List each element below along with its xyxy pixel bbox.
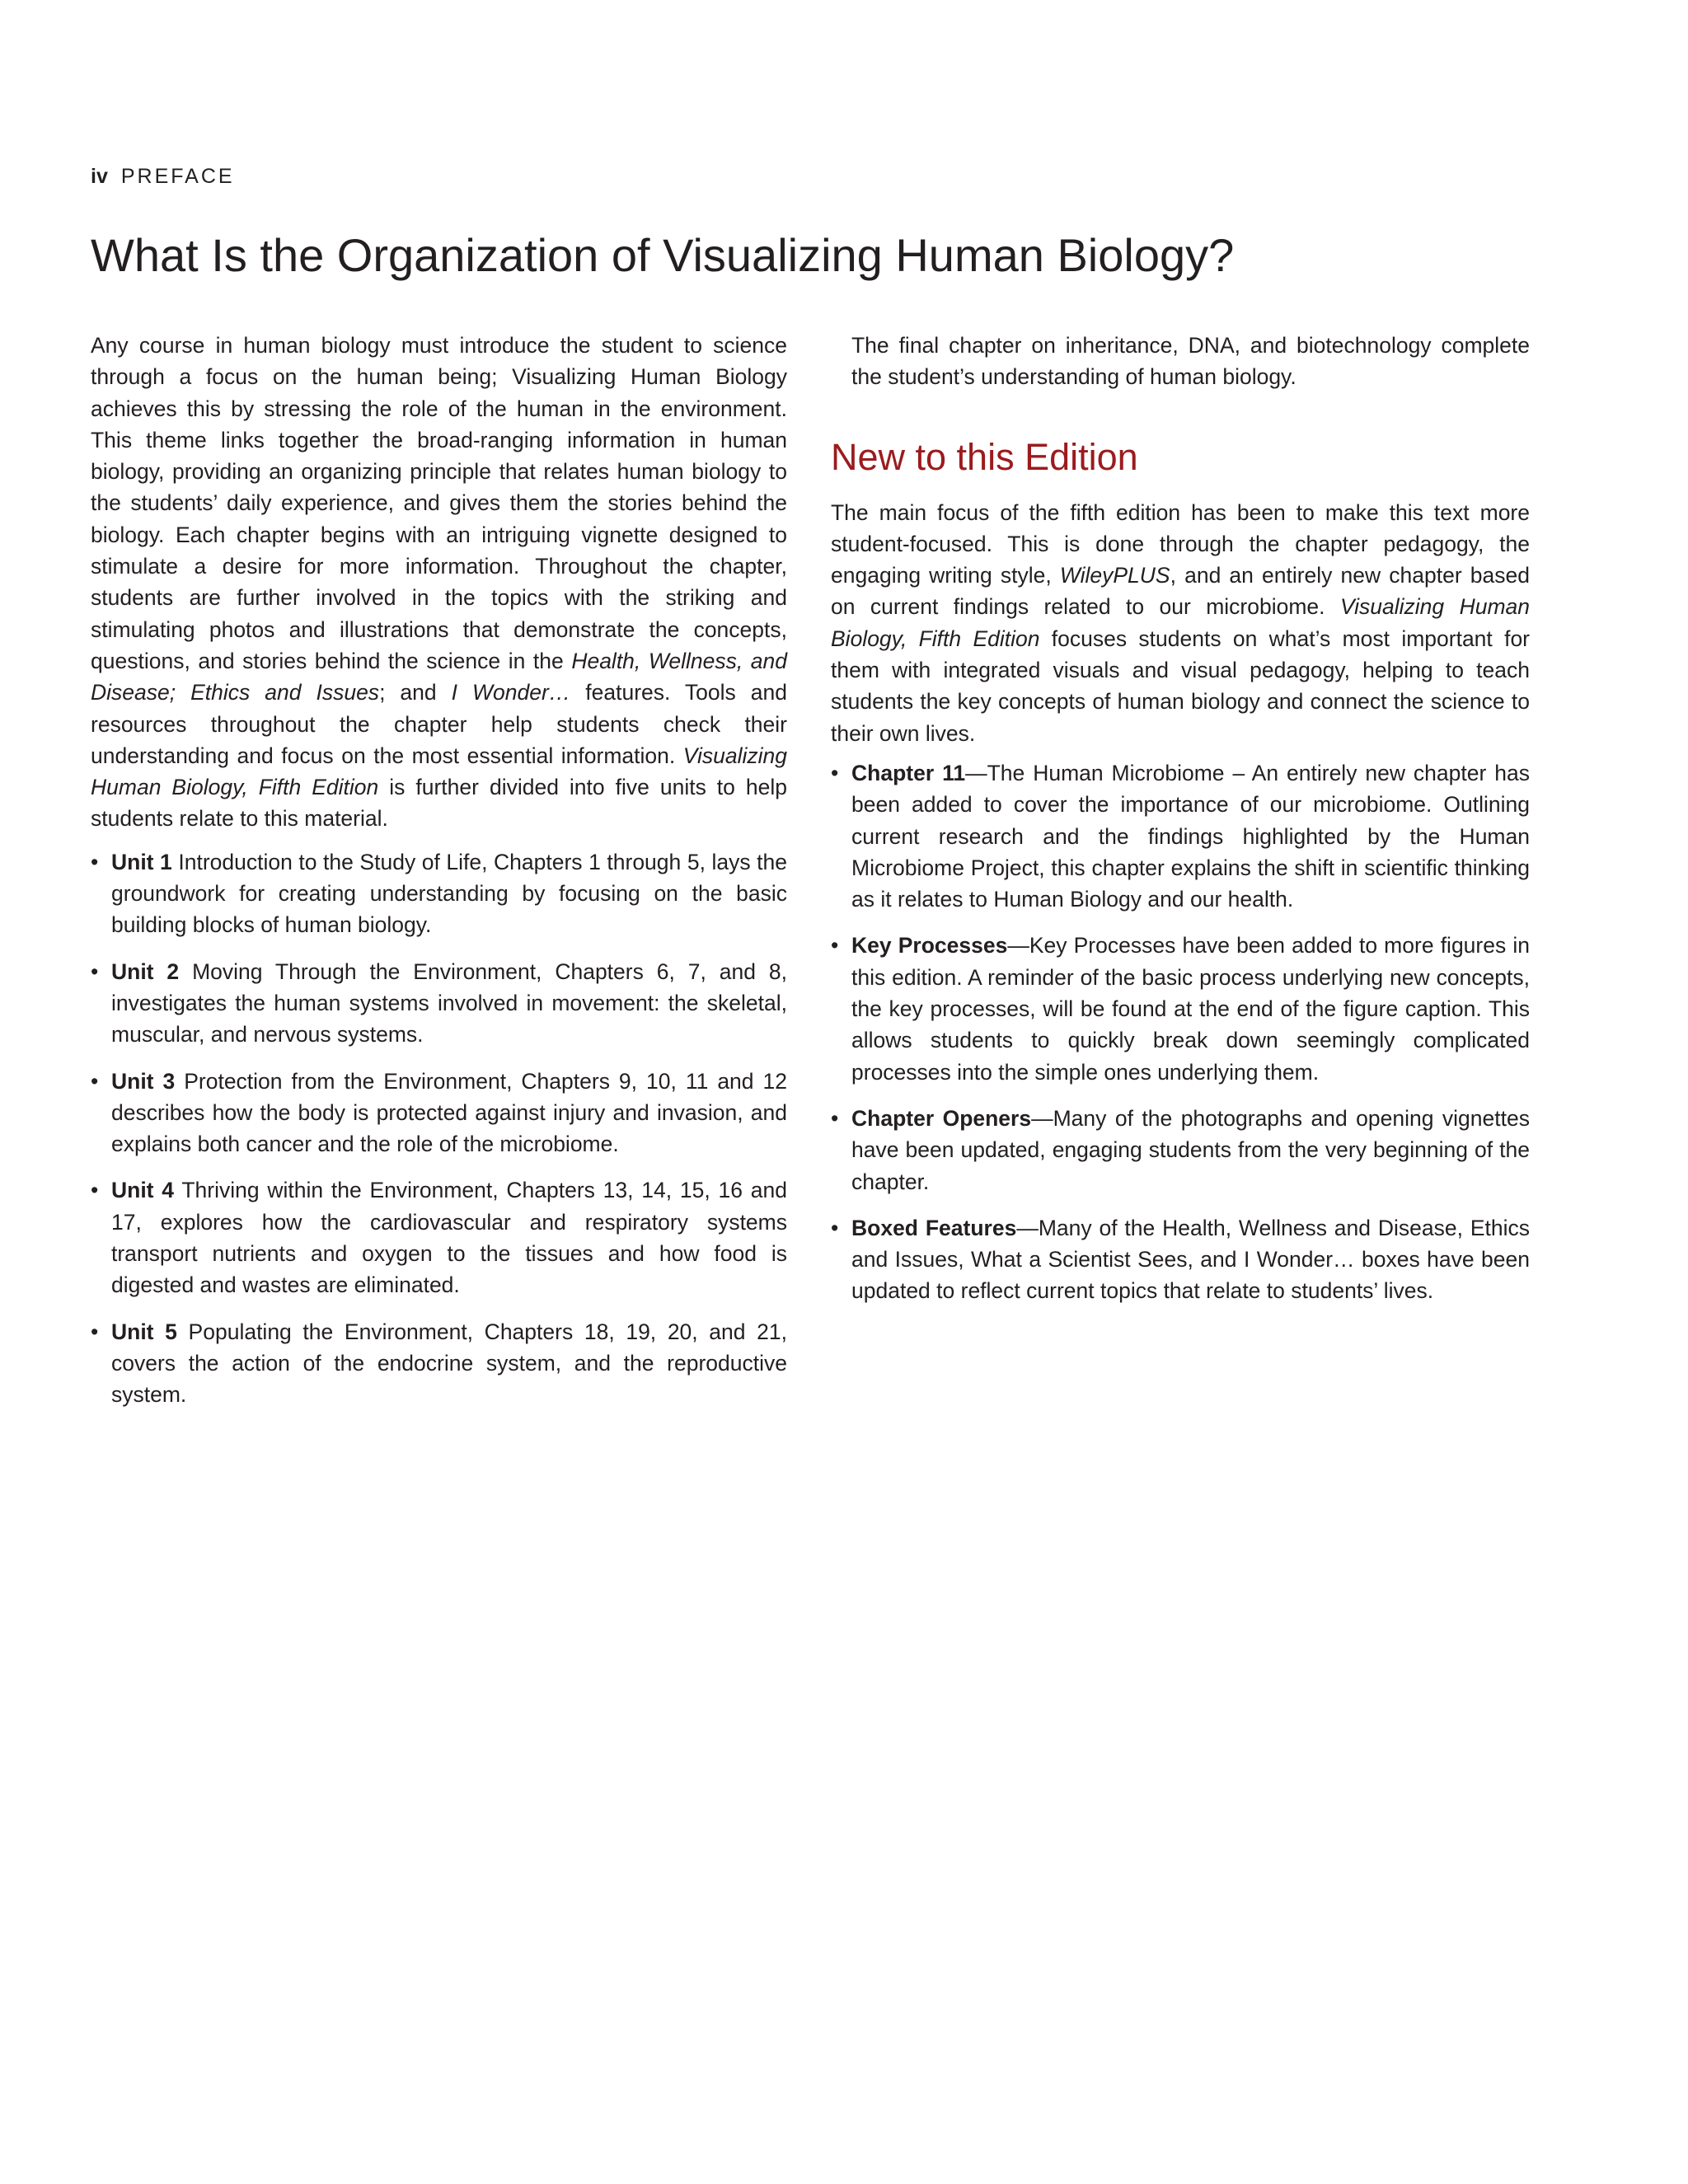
intro-text: features. Tools and resources throughout the chapter help students check their understanding and focus on the most essential information. [91,680,787,768]
unit-label: Unit 5 [111,1319,177,1344]
edition-text: focuses students on what’s most important for them with integrated visuals and visual pedagogy, helping to teach students the key concepts of human biology and connect the science to their own lives. [831,626,1531,746]
feature-i-wonder: I Wonder… [451,680,571,705]
feature-label: Boxed Features [851,1215,1017,1240]
feature-item [831,757,1530,915]
book-title: Visualizing Human Biology, Fifth Edition [91,743,787,800]
unit-label: Unit 4 [111,1178,175,1203]
unit-description: Thriving within the Environment, Chapters 13, 14, 15, 16 and 17, explores how the cardiovascular and respiratory systems transport nutrients and oxygen to the tissues and how food is digested and wastes are eliminated. [111,1178,787,1298]
edition-text: , and an entirely new chapter based on current findings related to our microbiome. [831,563,1530,620]
unit-item [91,1316,787,1411]
feature-label: Key Processes [851,933,1008,958]
right-column [831,330,1530,1322]
feature-description: —Many of the photographs and opening vignettes have been updated, engaging students from the very beginning of the chapter. [851,1105,1530,1194]
feature-item [831,1103,1530,1197]
product-name: WileyPLUS [1059,563,1170,588]
feature-label: Chapter Openers [851,1105,1032,1131]
page-title: What Is the Organization of Visualizing Human Biology? [91,229,1235,281]
section-label: PREFACE [120,165,235,188]
new-edition-paragraph [831,497,1530,749]
feature-item [831,930,1530,1087]
feature-description: —Key Processes have been added to more figures in this edition. A reminder of the basic process underlying new concepts, the key processes, will be found at the end of the figure caption. This allows students to quickly break down seemingly complicated processes into the simple ones underlying them. [851,933,1530,1085]
unit-label: Unit 2 [111,958,180,984]
unit-description: Protection from the Environment, Chapters 9, 10, 11 and 12 describes how the body is protected against injury and invasion, and explains both cancer and the role of the microbiome. [111,1068,787,1157]
running-head [91,163,235,190]
feature-label: Chapter 11 [851,760,966,785]
edition-text: The main focus of the fifth edition has been to make this text more student-focused. This is done through the chapter pedagogy, the engaging writing style, [831,499,1530,588]
page-number: iv [91,165,108,188]
unit-item [91,1066,787,1160]
feature-description: —Many of the Health, Wellness and Disease, Ethics and Issues, What a Scientist Sees, and I Wonder… boxes have been updated to reflect current topics that relate to students’ lives. [851,1215,1530,1304]
unit-list [91,846,787,1411]
unit-item [91,846,787,941]
unit-description: Introduction to the Study of Life, Chapters 1 through 5, lays the groundwork for creating understanding by focusing on the basic building blocks of human biology. [111,849,787,938]
feature-names: Health, Wellness, and Disease; Ethics and Issues [91,648,788,705]
unit-item [91,956,787,1051]
intro-paragraph [91,330,787,835]
intro-text: Any course in human biology must introduce the student to science through a focus on the human being; Visualizing Human Biology achieves this by stressing the role of the human in the environment. This theme links together the broad-ranging information in human biology, providing an organizing principle that relates human biology to the students’ daily experience, and gives them the stories behind the biology. Each chapter begins with an intriguing vignette designed to stimulate a desire for more information. Throughout the chapter, students are further involved in the topics with the striking and stimulating photos and illustrations that demonstrate the concepts, questions, and stories behind the science in the [91,333,787,673]
unit-description: Moving Through the Environment, Chapters 6, 7, and 8, investigates the human systems involved in movement: the skeletal, muscular, and nervous systems. [111,958,788,1047]
feature-description: —The Human Microbiome – An entirely new chapter has been added to cover the importance of our microbiome. Outlining current research and the findings highlighted by the Human Microbiome Project, this chapter explains the shift in scientific thinking as it relates to Human Biology and our health. [851,760,1530,912]
unit-label: Unit 1 [111,849,172,874]
continuation-paragraph: The final chapter on inheritance, DNA, and biotechnology complete the student’s understanding of human biology. [851,333,1530,390]
intro-text: ; and [379,680,452,705]
feature-item [831,1212,1530,1307]
unit-item [91,1174,787,1301]
unit-label: Unit 3 [111,1068,176,1094]
new-feature-list [831,757,1530,1307]
intro-text: is further divided into five units to help students relate to this material. [91,775,788,832]
book-title: Visualizing Human Biology, Fifth Edition [831,594,1530,651]
section-heading: New to this Edition [831,435,1138,478]
unit-description: Populating the Environment, Chapters 18, 19, 20, and 21, covers the action of the endocrine system, and the reproductive system. [111,1319,787,1408]
left-column [91,330,787,1426]
